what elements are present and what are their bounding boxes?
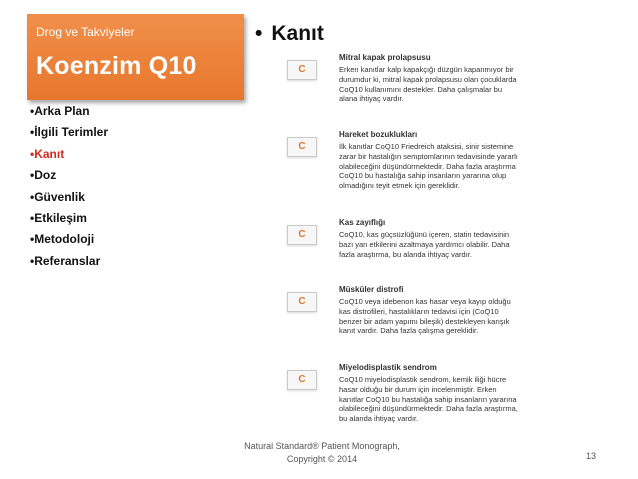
grade-badge: C — [287, 370, 317, 390]
section-nav — [30, 101, 108, 272]
grade-badge: C — [287, 137, 317, 157]
nav-item-kanit[interactable]: •Kanıt — [30, 146, 65, 161]
footer-credit — [222, 440, 422, 466]
page-number: 13 — [586, 451, 597, 461]
footer-line-1: Natural Standard® Patient Monograph, — [244, 441, 400, 451]
entry-title: Mitral kapak prolapsusu — [339, 53, 431, 62]
grade-badge: C — [287, 292, 317, 312]
entry-text: Erken kanıtlar kalp kapakçığı düzgün kapanmıyor bir durumdur ki, mitral kapak prolapsusu olan çocuklarda CoQ10 kullanımını destekler. Daha çalışmalar bu alana ihtiyaç vardır. — [339, 65, 517, 104]
banner-title: Koenzim Q10 — [36, 52, 197, 80]
grade-badge: C — [287, 225, 317, 245]
nav-item-guvenlik[interactable]: •Güvenlik — [30, 189, 85, 204]
entry-text: CoQ10 veya idebenon kas hasar veya kayıp olduğu kas distrofileri, hastalıkların tedavisi için (CoQ10 benzer bir adam yapımı bileşik) destekleyen karışık kanıt vardır. Daha fazla çalışma gereklidir. — [339, 297, 511, 336]
nav-item-doz[interactable]: •Doz — [30, 168, 57, 183]
title-banner — [27, 14, 244, 100]
entry-title: Kas zayıflığı — [339, 218, 386, 227]
entry-text: CoQ10, kas güçsüzlüğünü içeren, statin tedavisinin bazı yan etkilerini azaltmaya yardımcı olabilir. Daha fazla araştırma, bu alanda ihtiyaç vardır. — [339, 230, 510, 259]
entry-text: CoQ10 miyelodisplastik sendrom, kemik iliği hücre hasar olduğu bir durum için incelenmiştir. Erken kanıtlar CoQ10 bu hastalığa sahip insanların yararına olabileceğini düşündürmektedir. Daha fazla araştırma, bu alanda ihtiyaç vardır. — [339, 375, 518, 424]
heading-text: Kanıt — [271, 22, 324, 45]
nav-item-ilgili-terimler[interactable]: •İlgili Terimler — [30, 125, 108, 140]
entry-text: İlk kanıtlar CoQ10 Friedreich ataksisi, sinir sistemine zarar bir hastalığın semptomlarının tedavisinde yararlı olabileceğini düşündürmektedir. Daha fazla araştırma CoQ10 bu hastalığa sahip insanların yararına olup olmadığını teyit etmek için gereklidir. — [339, 142, 518, 191]
nav-item-etkilesim[interactable]: •Etkileşim — [30, 210, 87, 225]
entry-title: Müsküler distrofi — [339, 285, 404, 294]
entry-title: Hareket bozuklukları — [339, 130, 418, 139]
nav-item-referanslar[interactable]: •Referanslar — [30, 253, 101, 268]
nav-item-metodoloji[interactable]: •Metodoloji — [30, 232, 95, 247]
heading-bullet: • — [255, 22, 263, 45]
section-heading — [255, 22, 324, 46]
nav-item-arka-plan[interactable]: •Arka Plan — [30, 104, 90, 118]
footer-line-2: Copyright © 2014 — [286, 454, 358, 464]
banner-subtitle: Drog ve Takviyeler — [36, 25, 135, 39]
grade-badge: C — [287, 60, 317, 80]
entry-title: Miyelodisplastik sendrom — [339, 363, 437, 372]
